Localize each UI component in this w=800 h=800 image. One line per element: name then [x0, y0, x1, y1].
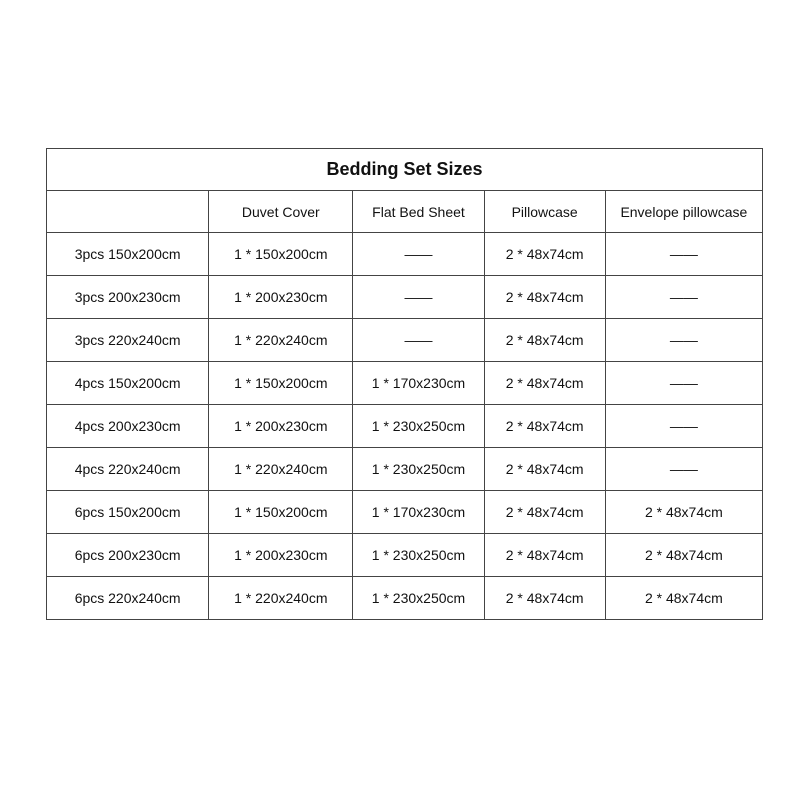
cell-envelope-pillowcase: —— [605, 405, 762, 448]
cell-set-size: 6pcs 220x240cm [47, 577, 209, 620]
cell-envelope-pillowcase: —— [605, 233, 762, 276]
table-title: Bedding Set Sizes [47, 149, 763, 191]
header-envelope-pillowcase: Envelope pillowcase [605, 191, 762, 233]
cell-pillowcase: 2 * 48x74cm [484, 319, 605, 362]
cell-flat-bed-sheet: 1 * 170x230cm [353, 491, 484, 534]
header-pillowcase: Pillowcase [484, 191, 605, 233]
cell-set-size: 6pcs 150x200cm [47, 491, 209, 534]
cell-duvet-cover: 1 * 150x200cm [209, 233, 353, 276]
cell-pillowcase: 2 * 48x74cm [484, 362, 605, 405]
table-row [47, 491, 763, 534]
cell-duvet-cover: 1 * 200x230cm [209, 534, 353, 577]
table-row [47, 448, 763, 491]
cell-envelope-pillowcase: 2 * 48x74cm [605, 534, 762, 577]
cell-envelope-pillowcase: —— [605, 276, 762, 319]
cell-pillowcase: 2 * 48x74cm [484, 233, 605, 276]
cell-pillowcase: 2 * 48x74cm [484, 491, 605, 534]
cell-envelope-pillowcase: —— [605, 362, 762, 405]
cell-flat-bed-sheet: —— [353, 319, 484, 362]
cell-envelope-pillowcase: —— [605, 319, 762, 362]
cell-duvet-cover: 1 * 220x240cm [209, 319, 353, 362]
cell-envelope-pillowcase: 2 * 48x74cm [605, 491, 762, 534]
cell-flat-bed-sheet: —— [353, 276, 484, 319]
cell-duvet-cover: 1 * 150x200cm [209, 491, 353, 534]
cell-pillowcase: 2 * 48x74cm [484, 405, 605, 448]
cell-pillowcase: 2 * 48x74cm [484, 577, 605, 620]
header-duvet-cover: Duvet Cover [209, 191, 353, 233]
cell-flat-bed-sheet: 1 * 170x230cm [353, 362, 484, 405]
table-header-row [47, 191, 763, 233]
cell-duvet-cover: 1 * 220x240cm [209, 577, 353, 620]
cell-set-size: 3pcs 220x240cm [47, 319, 209, 362]
cell-flat-bed-sheet: 1 * 230x250cm [353, 405, 484, 448]
bedding-size-table [46, 148, 763, 620]
cell-set-size: 4pcs 150x200cm [47, 362, 209, 405]
cell-flat-bed-sheet: —— [353, 233, 484, 276]
table-row [47, 319, 763, 362]
table-row [47, 534, 763, 577]
header-set-size [47, 191, 209, 233]
cell-set-size: 4pcs 220x240cm [47, 448, 209, 491]
header-flat-bed-sheet: Flat Bed Sheet [353, 191, 484, 233]
table-row [47, 405, 763, 448]
table-row [47, 362, 763, 405]
cell-duvet-cover: 1 * 150x200cm [209, 362, 353, 405]
cell-pillowcase: 2 * 48x74cm [484, 448, 605, 491]
table-row [47, 276, 763, 319]
cell-set-size: 3pcs 200x230cm [47, 276, 209, 319]
cell-flat-bed-sheet: 1 * 230x250cm [353, 577, 484, 620]
table-title-row [47, 149, 763, 191]
table-row [47, 233, 763, 276]
cell-pillowcase: 2 * 48x74cm [484, 276, 605, 319]
cell-envelope-pillowcase: 2 * 48x74cm [605, 577, 762, 620]
cell-flat-bed-sheet: 1 * 230x250cm [353, 448, 484, 491]
cell-set-size: 6pcs 200x230cm [47, 534, 209, 577]
cell-envelope-pillowcase: —— [605, 448, 762, 491]
cell-set-size: 3pcs 150x200cm [47, 233, 209, 276]
cell-set-size: 4pcs 200x230cm [47, 405, 209, 448]
cell-pillowcase: 2 * 48x74cm [484, 534, 605, 577]
cell-duvet-cover: 1 * 220x240cm [209, 448, 353, 491]
cell-duvet-cover: 1 * 200x230cm [209, 405, 353, 448]
cell-duvet-cover: 1 * 200x230cm [209, 276, 353, 319]
table-row [47, 577, 763, 620]
cell-flat-bed-sheet: 1 * 230x250cm [353, 534, 484, 577]
